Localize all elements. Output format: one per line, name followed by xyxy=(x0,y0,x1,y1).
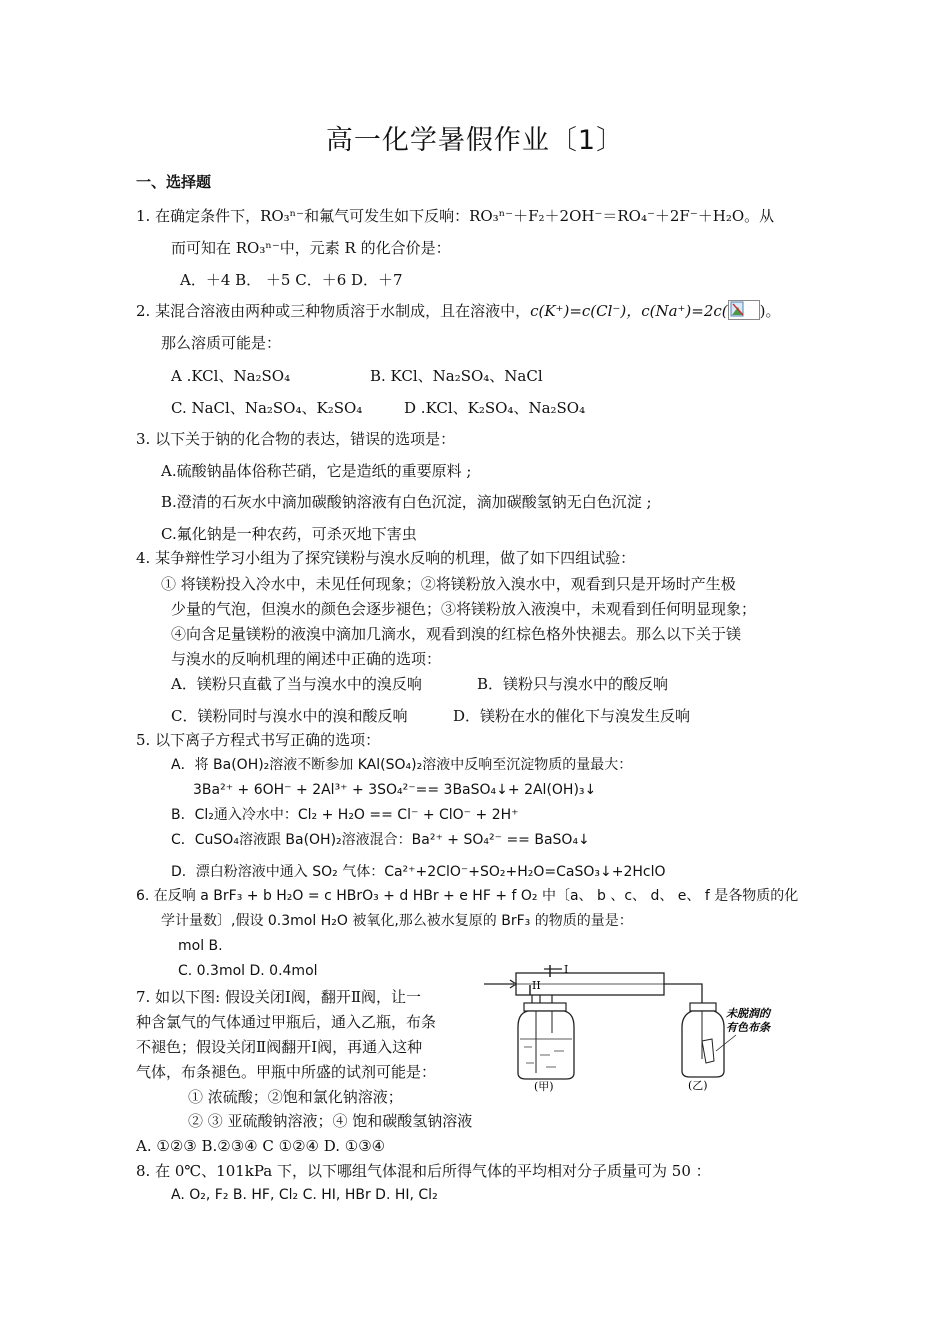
section-heading: 一、选择题 xyxy=(136,173,212,191)
q2-option-d: D .KCl、K₂SO₄、Na₂SO₄ xyxy=(404,399,586,417)
gas-apparatus-diagram xyxy=(480,955,820,1095)
q3-option-c: C.氟化钠是一种农药，可杀灭地下害虫 xyxy=(161,525,417,543)
q2-line-1 xyxy=(136,301,781,322)
q5-line-1: 5. 以下离子方程式书写正确的选项： xyxy=(136,731,381,749)
q5-option-d: D．漂白粉溶液中通入 SO₂ 气体：Ca²⁺+2ClO⁻+SO₂+H₂O=CaSO₃↓+2HclO xyxy=(171,864,666,880)
q4-option-b: B．镁粉只与溴水中的酸反响 xyxy=(477,675,669,693)
q4-option-c: C．镁粉同时与溴水中的溴和酸反响 xyxy=(171,707,408,725)
q4-option-d: D．镁粉在水的催化下与溴发生反响 xyxy=(453,707,691,725)
q4-option-a: A．镁粉只直截了当与溴水中的溴反响 xyxy=(171,675,422,693)
q5-option-a-equation: 3Ba²⁺ + 6OH⁻ + 2Al³⁺ + 3SO₄²⁻== 3BaSO₄↓+ 2Al(OH)₃↓ xyxy=(193,782,597,798)
q2-stem-end: )。 xyxy=(759,302,781,320)
bottle-jia xyxy=(518,1011,574,1079)
q6-line-2: 学计量数〕,假设 0.3mol H₂O 被氧化,那么被水复原的 BrF₃ 的物质的量是： xyxy=(161,913,633,929)
bottle-jia-label: (甲) xyxy=(534,1080,554,1093)
q7-line-2: 种含氯气的气体通过甲瓶后，通入乙瓶，布条 xyxy=(136,1013,437,1031)
q3-line-1: 3. 以下关于钠的化合物的表达，错误的选项是： xyxy=(136,430,456,448)
q6-options-1: mol B. xyxy=(178,938,223,954)
q7-options: A. ①②③ B.②③④ C ①②④ D. ①③④ xyxy=(136,1137,386,1155)
q7-line-4: 气体，布条褪色。甲瓶中所盛的试剂可能是： xyxy=(136,1063,437,1081)
broken-image-icon xyxy=(728,300,760,320)
cloth-note-line-2: 有色布条 xyxy=(726,1021,770,1034)
q2-option-a: A .KCl、Na₂SO₄ xyxy=(171,367,291,385)
q4-line-5: 与溴水的反响机理的阐述中正确的选项： xyxy=(171,650,442,668)
q2-stem: 2. 某混合溶液由两种或三种物质溶于水制成，且在溶液中， xyxy=(136,302,531,320)
q2-condition: c(K⁺)=c(Cl⁻)，c(Na⁺)=2c( xyxy=(530,302,728,320)
q7-line-3: 不褪色；假设关闭Ⅱ阀翻开Ⅰ阀，再通入这种 xyxy=(136,1038,423,1056)
q1-line-1: 1. 在确定条件下，RO₃ⁿ⁻和氟气可发生如下反响：RO₃ⁿ⁻＋F₂＋2OH⁻＝RO₄⁻＋2F⁻＋H₂O。从 xyxy=(136,207,775,225)
q7-line-6: ② ③ 亚硫酸钠溶液；④ 饱和碳酸氢钠溶液 xyxy=(188,1112,473,1130)
q3-option-b: B.澄清的石灰水中滴加碳酸钠溶液有白色沉淀，滴加碳酸氢钠无白色沉淀 ; xyxy=(161,493,652,511)
page-title: 高一化学暑假作业〔1〕 xyxy=(325,125,625,156)
q4-line-4: ④向含足量镁粉的液溴中滴加几滴水，观看到溴的红棕色格外快褪去。那么以下关于镁 xyxy=(171,625,742,643)
q1-options: A．＋4 B． ＋5 C．＋6 D．＋7 xyxy=(180,271,403,289)
q7-line-5: ① 浓硫酸；②饱和氯化钠溶液； xyxy=(188,1088,403,1106)
q4-line-1: 4. 某争辩性学习小组为了探究镁粉与溴水反响的机理，做了如下四组试验： xyxy=(136,549,636,567)
q4-line-2: ① 将镁粉投入冷水中，未见任何现象；②将镁粉放入溴水中，观看到只是开场时产生极 xyxy=(161,575,736,593)
q6-line-1: 6. 在反响 a BrF₃ + b H₂O = c HBrO₃ + d HBr + e HF + f O₂ 中〔a、 b 、c、 d、 e、 f 是各物质的化 xyxy=(136,888,799,904)
q5-option-b: B．Cl₂通入冷水中：Cl₂ + H₂O == Cl⁻ + ClO⁻ + 2H⁺ xyxy=(171,807,519,823)
q5-option-c: C．CuSO₄溶液跟 Ba(OH)₂溶液混合：Ba²⁺ + SO₄²⁻ == BaSO₄↓ xyxy=(171,832,590,848)
q8-line-1: 8. 在 0℃、101kPa 下，以下哪组气体混和后所得气体的平均相对分子质量可为 50 ： xyxy=(136,1162,711,1180)
q2-option-b: B. KCl、Na₂SO₄、NaCl xyxy=(370,367,543,385)
q4-line-3: 少量的气泡，但溴水的颜色会逐步褪色；③将镁粉放入液溴中，未观看到任何明显现象； xyxy=(171,600,757,618)
q6-options-2: C. 0.3mol D. 0.4mol xyxy=(178,963,318,979)
bottle-yi-label: (乙) xyxy=(688,1079,708,1092)
q5-option-a: A．将 Ba(OH)₂溶液不断参加 KAl(SO₄)₂溶液中反响至沉淀物质的量最大： xyxy=(171,757,633,773)
q1-line-2: 而可知在 RO₃ⁿ⁻中，元素 R 的化合价是： xyxy=(171,239,451,257)
cloth-note-line-1: 未脱润的 xyxy=(726,1007,770,1020)
valve-ii-label: II xyxy=(532,979,541,992)
q3-option-a: A.硫酸钠晶体俗称芒硝，它是造纸的重要原料 ; xyxy=(161,462,472,480)
q2-option-c: C. NaCl、Na₂SO₄、K₂SO₄ xyxy=(171,399,363,417)
q2-line-2: 那么溶质可能是： xyxy=(161,334,282,352)
q8-options: A. O₂, F₂ B. HF, Cl₂ C. HI, HBr D. HI, Cl₂ xyxy=(171,1187,438,1203)
valve-i-label: I xyxy=(564,963,569,976)
q7-line-1: 7. 如以下图: 假设关闭Ⅰ阀，翻开Ⅱ阀，让一 xyxy=(136,988,422,1006)
